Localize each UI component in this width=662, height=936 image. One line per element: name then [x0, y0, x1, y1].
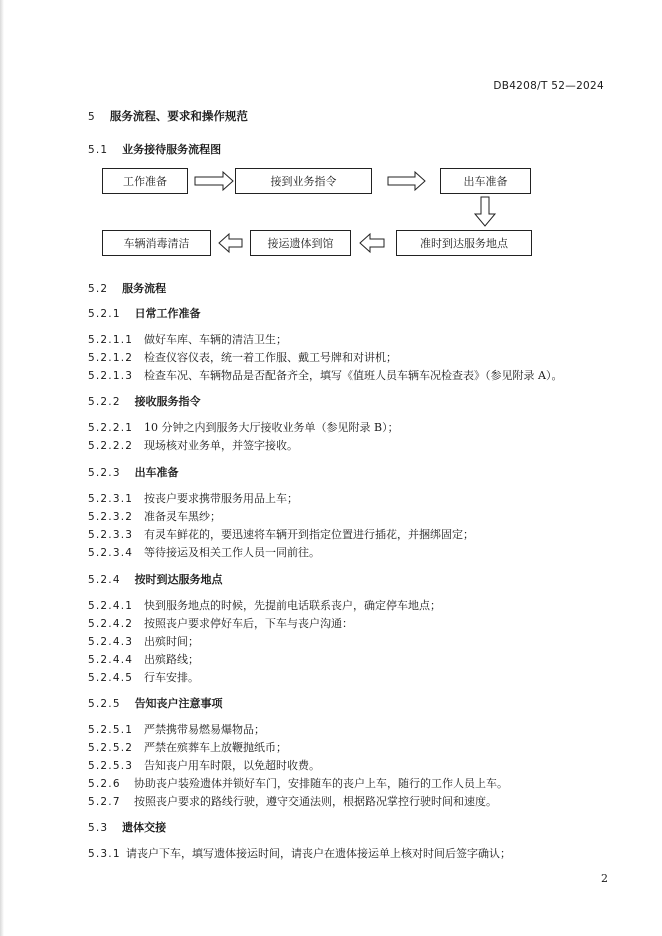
- section-number: 5.2.4: [88, 574, 121, 586]
- flow-step-departure-prep: 出车准备: [440, 168, 531, 194]
- section-5-2-heading: [88, 280, 166, 296]
- flow-step-transport-to-hall: 接运遗体到馆: [250, 230, 351, 256]
- section-5-2-1-heading: [88, 305, 201, 321]
- section-title: 业务接待服务流程图: [122, 143, 222, 156]
- list-item: 5.2.3.2 准备灵车黑纱；: [88, 510, 221, 523]
- list-item: 5.2.1.1 做好车库、车辆的清洁卫生；: [88, 333, 287, 346]
- section-number: 5.2.1: [88, 308, 121, 320]
- section-5-3-heading: [88, 819, 166, 835]
- section-number: 5: [88, 111, 96, 123]
- flow-step-vehicle-disinfection: 车辆消毒清洁: [102, 230, 211, 256]
- list-item: 5.2.4.2 按照丧户要求停好车后，下车与丧户沟通：: [88, 617, 353, 630]
- section-5-2-4-heading: [88, 571, 223, 587]
- list-item: 5.2.3.4 等待接运及相关工作人员一同前往。: [88, 546, 320, 559]
- standard-code: DB4208/T 52—2024: [493, 80, 604, 92]
- section-5-2-3-heading: [88, 464, 179, 480]
- list-item: 5.2.4.3 出殡时间；: [88, 635, 199, 648]
- list-item: 5.2.3.1 按丧户要求携带服务用品上车；: [88, 492, 298, 505]
- section-title: 出车准备: [134, 466, 179, 479]
- list-item: 5.2.4.5 行车安排。: [88, 671, 199, 684]
- list-item: 5.2.2.1 10 分钟之内到服务大厅接收业务单（参见附录 B）；: [88, 421, 399, 434]
- list-item: 5.2.5.2 严禁在殡葬车上放鞭抛纸币；: [88, 741, 287, 754]
- section-number: 5.1: [88, 144, 109, 156]
- clause-5-2-6: 5.2.6 协助丧户装殓遗体并锁好车门，安排随车的丧户上车，随行的工作人员上车。: [88, 777, 508, 790]
- list-item: 5.2.1.2 检查仪容仪表，统一着工作服、戴工号牌和对讲机；: [88, 351, 397, 364]
- flowchart-arrows: [0, 0, 662, 300]
- section-title: 按时到达服务地点: [134, 573, 223, 586]
- section-number: 5.2.3: [88, 467, 121, 479]
- section-number: 5.2.5: [88, 698, 121, 710]
- section-5-2-2-heading: [88, 393, 201, 409]
- section-number: 5.3: [88, 822, 109, 834]
- section-title: 告知丧户注意事项: [134, 697, 223, 710]
- section-title: 接收服务指令: [134, 395, 201, 408]
- list-item: 5.2.3.3 有灵车鲜花的，要迅速将车辆开到指定位置进行插花，并捆绑固定；: [88, 528, 474, 541]
- list-item: 5.2.4.1 快到服务地点的时候，先提前电话联系丧户，确定停车地点；: [88, 599, 441, 612]
- section-title: 日常工作准备: [134, 307, 201, 320]
- flow-step-receive-instruction: 接到业务指令: [235, 168, 372, 194]
- right-arrow-icon: [388, 172, 425, 190]
- flow-step-work-prep: 工作准备: [102, 168, 188, 194]
- section-5-2-5-heading: [88, 695, 223, 711]
- list-item: 5.2.2.2 现场核对业务单，并签字接收。: [88, 439, 298, 452]
- section-title: 服务流程: [122, 282, 167, 295]
- section-title: 遗体交接: [122, 821, 167, 834]
- list-item: 5.2.5.3 告知丧户用车时限，以免超时收费。: [88, 759, 320, 772]
- list-item: 5.2.4.4 出殡路线；: [88, 653, 199, 666]
- section-title: 服务流程、要求和操作规范: [109, 109, 248, 123]
- flow-step-arrive-on-time: 准时到达服务地点: [396, 230, 532, 256]
- list-item: 5.2.1.3 检查车况、车辆物品是否配备齐全，填写《值班人员车辆车况检查表》（参见附录 A）。: [88, 369, 563, 382]
- section-number: 5.2: [88, 283, 109, 295]
- right-arrow-icon: [195, 172, 233, 190]
- left-arrow-icon: [219, 234, 242, 252]
- left-arrow-icon: [360, 234, 384, 252]
- down-arrow-icon: [475, 197, 495, 226]
- section-number: 5.2.2: [88, 396, 121, 408]
- list-item: 5.2.5.1 严禁携带易燃易爆物品；: [88, 723, 265, 736]
- page-number: 2: [601, 872, 608, 885]
- clause-5-3-1: 5.3.1 请丧户下车，填写遗体接运时间，请丧户在遗体接运单上核对时间后签字确认；: [88, 847, 511, 860]
- clause-5-2-7: 5.2.7 按照丧户要求的路线行驶，遵守交通法则，根据路况掌控行驶时间和速度。: [88, 795, 497, 808]
